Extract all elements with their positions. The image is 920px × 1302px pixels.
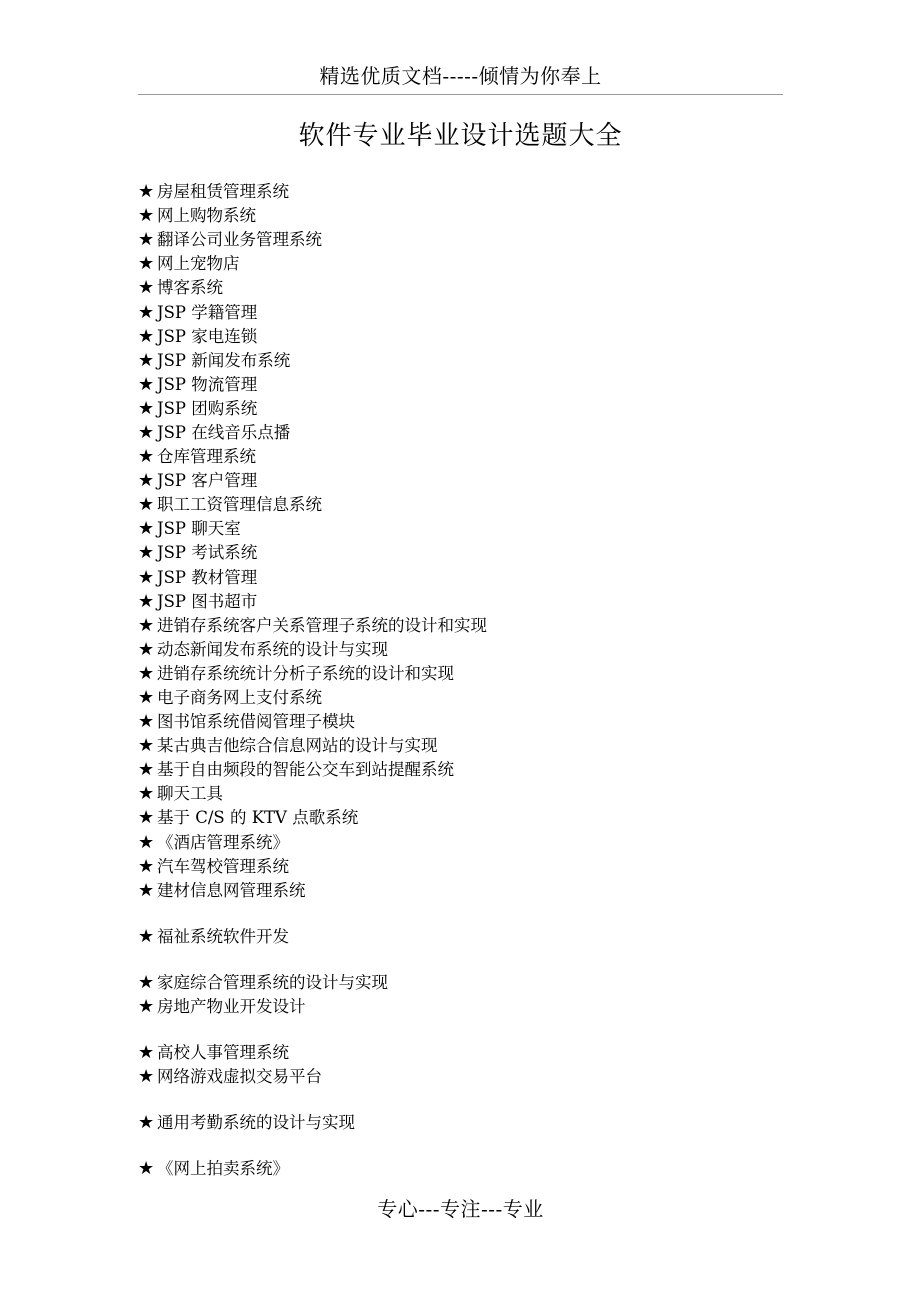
topic-item xyxy=(138,879,783,903)
topic-text: JSP 学籍管理 xyxy=(157,302,258,322)
star-icon: ★ xyxy=(138,253,155,275)
topic-text: 汽车驾校管理系统 xyxy=(157,856,289,876)
topic-item xyxy=(138,300,783,324)
star-icon: ★ xyxy=(138,759,155,781)
topic-item xyxy=(138,638,783,662)
star-icon: ★ xyxy=(138,373,155,395)
topic-text: 图书馆系统借阅管理子模块 xyxy=(157,712,355,732)
star-icon: ★ xyxy=(138,1157,155,1179)
star-icon: ★ xyxy=(138,687,155,709)
topic-text: JSP 教材管理 xyxy=(157,567,258,587)
star-icon: ★ xyxy=(138,397,155,419)
star-icon: ★ xyxy=(138,229,155,251)
topic-item xyxy=(138,566,783,590)
star-icon: ★ xyxy=(138,879,155,901)
topic-item xyxy=(138,662,783,686)
star-icon: ★ xyxy=(138,421,155,443)
topic-item xyxy=(138,204,783,228)
star-icon: ★ xyxy=(138,349,155,371)
topic-item xyxy=(138,831,783,855)
topic-text: JSP 在线音乐点播 xyxy=(157,422,291,442)
star-icon: ★ xyxy=(138,1111,155,1133)
topic-item xyxy=(138,734,783,758)
topic-text: JSP 物流管理 xyxy=(157,374,258,394)
topic-item xyxy=(138,421,783,445)
topic-item xyxy=(138,590,783,614)
topic-text: JSP 新闻发布系统 xyxy=(157,350,291,370)
topic-text: 电子商务网上支付系统 xyxy=(157,688,322,708)
topic-text: 网上宠物店 xyxy=(157,254,240,274)
document-title: 软件专业毕业设计选题大全 xyxy=(298,121,623,151)
topic-text: 高校人事管理系统 xyxy=(157,1042,289,1062)
topic-text: 福祉系统软件开发 xyxy=(157,926,289,946)
star-icon: ★ xyxy=(138,518,155,540)
topic-item xyxy=(138,1065,783,1089)
topic-item xyxy=(138,493,783,517)
star-icon: ★ xyxy=(138,638,155,660)
topic-item xyxy=(138,541,783,565)
star-icon: ★ xyxy=(138,711,155,733)
topic-item xyxy=(138,855,783,879)
topic-text: JSP 客户管理 xyxy=(157,471,258,491)
star-icon: ★ xyxy=(138,590,155,612)
star-icon: ★ xyxy=(138,446,155,468)
star-icon: ★ xyxy=(138,494,155,516)
topic-item xyxy=(138,710,783,734)
topic-item xyxy=(138,806,783,830)
topic-text: 聊天工具 xyxy=(157,784,223,804)
topic-text: 仓库管理系统 xyxy=(157,447,256,467)
topic-text: 建材信息网管理系统 xyxy=(157,880,306,900)
page-header: 精选优质文档-----倾情为你奉上 xyxy=(319,64,602,88)
topic-item xyxy=(138,349,783,373)
star-icon: ★ xyxy=(138,542,155,564)
star-icon: ★ xyxy=(138,855,155,877)
topic-text: 家庭综合管理系统的设计与实现 xyxy=(157,972,388,992)
star-icon: ★ xyxy=(138,662,155,684)
topic-item xyxy=(138,517,783,541)
topic-text: 博客系统 xyxy=(157,278,223,298)
topic-text: 《酒店管理系统》 xyxy=(157,832,289,852)
star-icon: ★ xyxy=(138,783,155,805)
star-icon: ★ xyxy=(138,181,155,203)
topic-item xyxy=(138,925,783,949)
topic-text: 基于自由频段的智能公交车到站提醒系统 xyxy=(157,760,454,780)
topic-item xyxy=(138,1111,783,1135)
topic-item xyxy=(138,995,783,1019)
topic-text: 某古典吉他综合信息网站的设计与实现 xyxy=(157,736,438,756)
topic-item xyxy=(138,1041,783,1065)
topic-item xyxy=(138,325,783,349)
topic-item xyxy=(138,614,783,638)
topic-item xyxy=(138,373,783,397)
star-icon: ★ xyxy=(138,735,155,757)
star-icon: ★ xyxy=(138,971,155,993)
topic-item xyxy=(138,445,783,469)
topic-text: 网上购物系统 xyxy=(157,206,256,226)
star-icon: ★ xyxy=(138,1041,155,1063)
topic-text: 网络游戏虚拟交易平台 xyxy=(157,1066,322,1086)
star-icon: ★ xyxy=(138,807,155,829)
topic-list xyxy=(138,180,783,1181)
topic-text: 房屋租赁管理系统 xyxy=(157,182,289,202)
topic-text: JSP 家电连锁 xyxy=(157,326,258,346)
topic-text: 基于 C/S 的 KTV 点歌系统 xyxy=(157,808,359,828)
topic-item xyxy=(138,782,783,806)
topic-text: JSP 团购系统 xyxy=(157,398,258,418)
star-icon: ★ xyxy=(138,566,155,588)
topic-item xyxy=(138,686,783,710)
topic-text: 翻译公司业务管理系统 xyxy=(157,230,322,250)
topic-text: 房地产物业开发设计 xyxy=(157,996,306,1016)
topic-item xyxy=(138,397,783,421)
star-icon: ★ xyxy=(138,470,155,492)
page-footer: 专心---专注---专业 xyxy=(377,1197,544,1221)
topic-item xyxy=(138,469,783,493)
topic-text: 进销存系统客户关系管理子系统的设计和实现 xyxy=(157,615,487,635)
star-icon: ★ xyxy=(138,614,155,636)
topic-text: 通用考勤系统的设计与实现 xyxy=(157,1112,355,1132)
topic-item xyxy=(138,252,783,276)
star-icon: ★ xyxy=(138,325,155,347)
header-divider xyxy=(138,94,783,95)
topic-text: JSP 图书超市 xyxy=(157,591,258,611)
topic-text: JSP 聊天室 xyxy=(157,519,241,539)
star-icon: ★ xyxy=(138,277,155,299)
topic-text: 动态新闻发布系统的设计与实现 xyxy=(157,639,388,659)
topic-text: 职工工资管理信息系统 xyxy=(157,495,322,515)
star-icon: ★ xyxy=(138,831,155,853)
topic-text: 《网上拍卖系统》 xyxy=(157,1158,289,1178)
topic-text: 进销存系统统计分析子系统的设计和实现 xyxy=(157,663,454,683)
topic-item xyxy=(138,276,783,300)
star-icon: ★ xyxy=(138,205,155,227)
topic-text: JSP 考试系统 xyxy=(157,543,258,563)
star-icon: ★ xyxy=(138,995,155,1017)
topic-item xyxy=(138,1157,783,1181)
topic-item xyxy=(138,228,783,252)
topic-item xyxy=(138,758,783,782)
star-icon: ★ xyxy=(138,301,155,323)
star-icon: ★ xyxy=(138,1065,155,1087)
star-icon: ★ xyxy=(138,925,155,947)
topic-item xyxy=(138,180,783,204)
topic-item xyxy=(138,971,783,995)
